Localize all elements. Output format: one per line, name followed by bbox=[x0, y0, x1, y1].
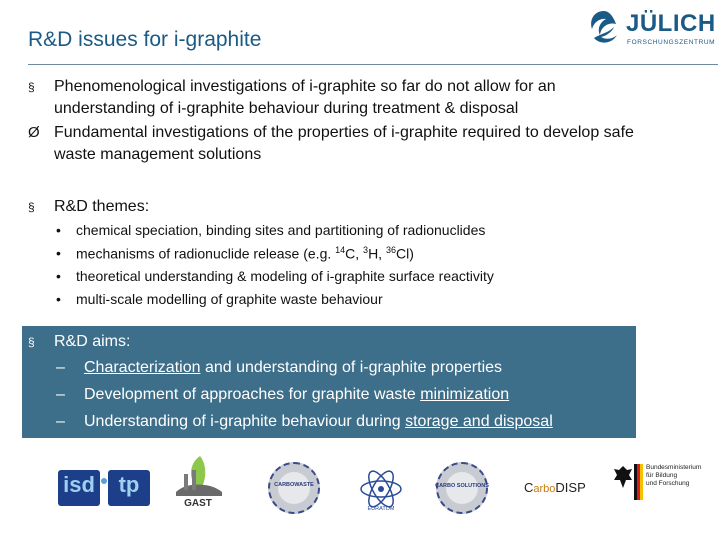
juelich-logo-name: JÜLICH bbox=[626, 10, 716, 37]
isd-logo-text: isd bbox=[63, 472, 95, 497]
theme-item-text: mechanisms of radionuclide release (e.g. $^{14}$C, $^3$H, $^{36}$Cl) bbox=[76, 245, 414, 262]
aim-item-text: Characterization and understanding of i-graphite properties bbox=[84, 359, 503, 376]
bullet-section-icon: § bbox=[28, 200, 35, 214]
theme-item-text: multi-scale modelling of graphite waste behaviour bbox=[76, 291, 383, 307]
dash-icon: – bbox=[56, 359, 65, 376]
page-title: R&D issues for i-graphite bbox=[28, 28, 262, 51]
bullet-dot-icon: • bbox=[56, 291, 61, 307]
federal-eagle-icon bbox=[612, 464, 634, 490]
point-1-text: Phenomenological investigations of i-graphite so far do not allow for an understanding of i-graphite behaviour during treatment & disposal bbox=[54, 78, 556, 117]
themes-heading: R&D themes: bbox=[54, 198, 150, 215]
bmbf-logo-text: Bundesministerium für Bildung und Forschung bbox=[646, 464, 702, 487]
carbodisp-logo: CarboDISP bbox=[524, 480, 586, 495]
juelich-logo bbox=[586, 8, 714, 50]
bullet-section-icon: § bbox=[28, 80, 35, 94]
theme-item-text: chemical speciation, binding sites and partitioning of radionuclides bbox=[76, 222, 486, 238]
gast-logo-text: GAST bbox=[184, 498, 212, 509]
theme-item-text: theoretical understanding & modeling of i-graphite surface reactivity bbox=[76, 268, 494, 284]
carbosolutions-logo bbox=[432, 462, 492, 516]
partner-logos bbox=[0, 450, 720, 535]
carbowaste-logo bbox=[268, 462, 320, 514]
bullet-dot-icon: • bbox=[56, 268, 61, 284]
gast-logo bbox=[170, 452, 226, 512]
euratom-logo bbox=[358, 466, 404, 512]
bullet-dot-icon: • bbox=[56, 222, 61, 238]
aims-heading: R&D aims: bbox=[54, 333, 131, 350]
dash-icon: – bbox=[56, 413, 65, 430]
tp-logo-text: tp bbox=[118, 472, 140, 497]
point-2-text: Fundamental investigations of the properties of i-graphite required to develop safe waste management solutions bbox=[54, 124, 634, 163]
dash-icon: – bbox=[56, 386, 65, 403]
bullet-arrow-icon: Ø bbox=[28, 124, 40, 141]
isd-tp-logo bbox=[58, 466, 150, 510]
aim-item-text: Development of approaches for graphite waste minimization bbox=[84, 386, 510, 403]
carbowaste-logo-text: CARBOWASTE bbox=[274, 482, 314, 488]
bmbf-logo bbox=[612, 462, 716, 510]
gast-leaf-icon bbox=[170, 452, 226, 498]
juelich-logo-sub: FORSCHUNGSZENTRUM bbox=[627, 39, 716, 46]
bullet-section-icon: § bbox=[28, 335, 35, 349]
carbosolutions-logo-text: CARBO SOLUTIONS bbox=[435, 483, 489, 489]
juelich-swirl-icon bbox=[586, 8, 622, 48]
bullet-dot-icon: • bbox=[56, 245, 61, 261]
euratom-logo-text: EURATOM bbox=[367, 506, 395, 512]
title-divider bbox=[28, 64, 718, 65]
aim-item-text: Understanding of i-graphite behaviour during storage and disposal bbox=[84, 413, 553, 430]
